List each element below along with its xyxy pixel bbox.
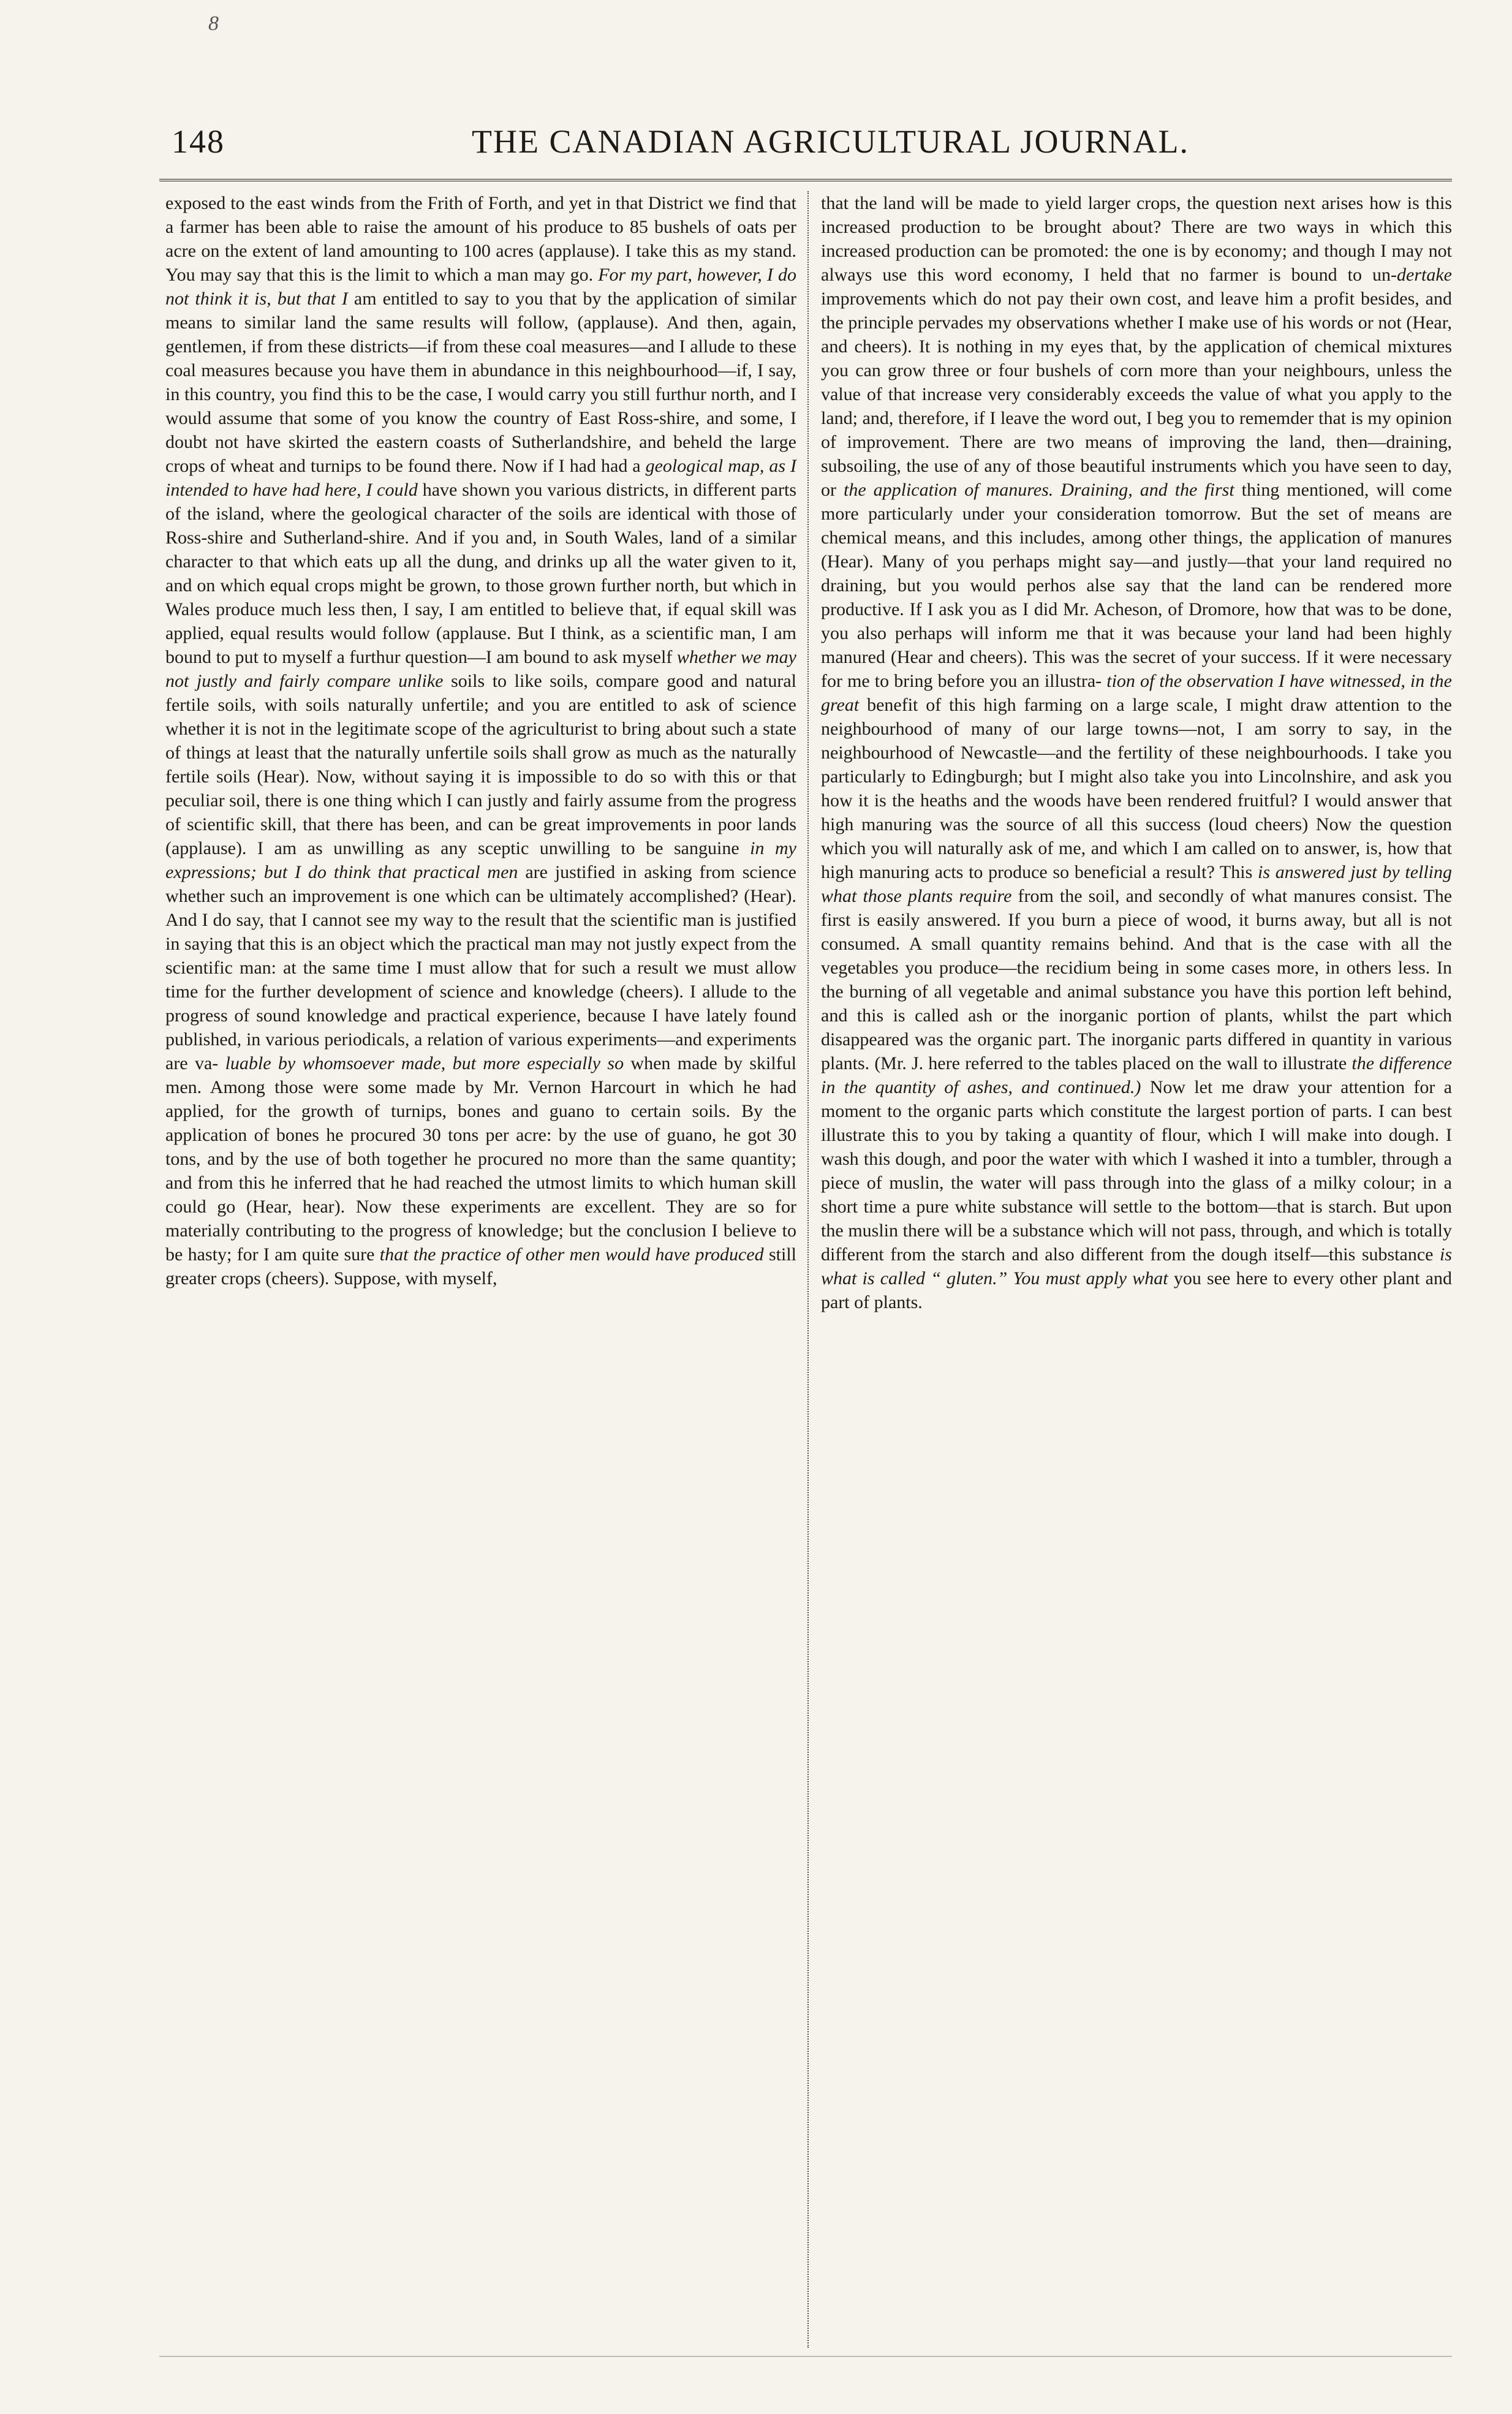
left-italic-2: geological map, as I intended to have had here, I could [165, 456, 797, 500]
left-italic-1: For my part, however, I do not think it is, but that I [165, 265, 797, 309]
bottom-rule [159, 2356, 1452, 2357]
left-text-7: still greater crops (cheers). Suppose, with myself, [165, 1244, 796, 1288]
right-italic-5: the difference in the quantity of ashes, and continued.) [821, 1053, 1452, 1097]
right-italic-1: dertake [1397, 265, 1452, 285]
left-text-3: have shown you various districts, in different parts of the island, where the geological character of the soils are identical with those of Ross-shire and Sutherland-shire. And if you and, in South Wales, land of a similar character to that which eats up all the dung, and drinks up all the water given to it, and on which equal crops might be grown, to those grown further north, but which in Wales produce much less then, I say, I am entitled to believe that, if equal skill was applied, equal results would follow (applause. But I think, as a scientific man, I am bound to put to myself a furthur question—I am bound to ask myself [165, 480, 796, 667]
column-divider [807, 191, 809, 2348]
top-mark: 8 [208, 12, 219, 35]
right-column [821, 191, 1452, 2348]
right-text-3: thing mentioned, will come more particularly under your consideration tomorrow. But the set of means are chemical means, and this includes, among other things, the application of manures (Hear). Many of you perhaps might say—and justly—that your land required no draining, but you would perhos alse say that the land can be rendered more productive. If I ask you as I did Mr. Acheson, of Dromore, how that was to be done, you also perhaps will inform me that it was because your land had been highly manured (Hear and cheers). This was the secret of your success. If it were necessary for me to bring before you an illustra- [821, 480, 1453, 691]
left-italic-6: that the practice of other men would have produced [379, 1244, 764, 1265]
running-title: THE CANADIAN AGRICULTURAL JOURNAL. [472, 123, 1189, 160]
left-text-1: exposed to the east winds from the Frith of Forth, and yet in that District we find that a farmer has been able to raise the amount of his produce to 85 bushels of oats per acre on the extent of land amounting to 100 acres (applause). I take this as my stand. You may say that this is the limit to which a man may go. [165, 193, 796, 285]
right-text-2: improvements which do not pay their own cost, and leave him a profit besides, and the principle pervades my observations whether I make use of his words or not (Hear, and cheers). It is nothing in my eyes that, by the application of chemical mixtures you can grow three or four bushels of corn more than your neighbours, unless the value of that increase very considerably exceeds the value of what you apply to the land; and, therefore, if I leave the word out, I beg you to rememder that is my opinion of improvement. There are two means of improving the land, then—draining, subsoiling, the use of any of those beautiful instruments which you have seen to day, or [821, 289, 1452, 500]
left-paragraph [165, 191, 796, 1290]
left-text-5: are justified in asking from science whether such an improvement is one which can be ultimately accomplished? (Hear). And I do say, that I cannot see my way to the result that the scientific man is justified in saying that this is an object which the practical man may not justly expect from the scientific man: at the same time I must allow that for such a result we must allow time for the further development of science and knowledge (cheers). I allude to the progress of sound knowledge and practical experience, because I have lately found published, in various periodicals, a relation of various experiments—and experiments are va- [165, 862, 796, 1073]
page-number: 148 [172, 123, 225, 160]
header-rule [159, 179, 1452, 181]
right-text-5: from the soil, and secondly of what manures consist. The first is easily answered. If you burn a piece of wood, it burns away, but all is not consumed. A small quantity remains behind. And that is the case with all the vegetables you produce—the recidium being in some cases more, in others less. In the burning of all vegetable and animal substance you have this portion left behind, and this is called ash or the inorganic portion of plants, whilst the part which disappeared was the organic part. The inorganic parts differed in quantity in various plants. (Mr. J. here referred to the tables placed on the wall to illustrate [821, 886, 1453, 1073]
right-text-4: benefit of this high farming on a large scale, I might draw attention to the neighbourhood of many of our large towns—not, I am sorry to say, in the neighbourhood of Newcastle—and the fertility of these neighbourhoods. I take you particularly to Edingburgh; but I might also take you into Lincolnshire, and ask you how it is the heaths and the woods have been rendered fruitful? I would answer that high manuring was the source of all this success (loud cheers) Now the question which you will naturally ask of me, and which I am called on to answer, is, how that high manuring acts to produce so beneficial a result? This [821, 695, 1452, 882]
left-text-6: when made by skilful men. Among those were some made by Mr. Vernon Harcourt in which he had applied, for the growth of turnips, bones and guano to certain soils. By the application of bones he procured 30 tons per acre: by the use of guano, he got 30 tons, and by the use of both together he procured no more than the same quantity; and from this he inferred that he had reached the utmost limits to which human skill could go (Hear, hear). Now these experiments are excellent. They are so for materially contributing to the progress of knowledge; but the conclusion I believe to be hasty; for I am quite sure [165, 1053, 796, 1265]
right-italic-4: is answered just by telling what those plants require [821, 862, 1453, 906]
left-text-4: soils to like soils, compare good and natural fertile soils, with soils naturally unfertile; and you are entitled to ask of science whether it is not in the legitimate scope of the agriculturist to bring about such a state of things at least that the naturally unfertile soils shall grow as much as the naturally fertile soils (Hear). Now, without saying it is impossible to do so with this or that peculiar soil, there is one thing which I can justly and fairly assume from the progress of scientific skill, that there has been, and can be great improvements in poor lands (applause). I am as unwilling as any sceptic unwilling to be sanguine [165, 671, 797, 858]
left-column [165, 191, 796, 2348]
page-header [172, 123, 1336, 159]
left-italic-4: in my expressions; but I do think that practical men [165, 838, 796, 882]
right-paragraph [821, 191, 1452, 1314]
right-text-1: that the land will be made to yield larger crops, the question next arises how is this increased production to be brought about? There are two ways in which this increased production can be promoted: the one is by economy; and though I may not always use this word economy, I held that no farmer is bound to un- [821, 193, 1452, 285]
right-text-6: Now let me draw your attention for a moment to the organic parts which constitute the largest portion of parts. I can best illustrate this to you by taking a quantity of flour, which I will make into dough. I wash this dough, and poor the water with which I washed it into a tumbler, through a piece of muslin, the water will pass through into the glass of a milky colour; in a short time a pure white substance will settle to the bottom—that is starch. But upon the muslin there will be a substance which will not pass, through, and which is totally different from the starch and also different from the dough itself—this substance [821, 1077, 1453, 1265]
right-italic-2: the application of manures. Draining, and the first [843, 480, 1234, 500]
left-text-2: am entitled to say to you that by the application of similar means to similar land the same results will follow, (applause). And then, again, gentlemen, if from these districts—if from these coal measures—and I allude to these coal measures because you have them in abundance in this neighbourhood—if, I say, in this country, you find this to be the case, I would carry you still furthur north, and I would assume that some of you know the country of East Ross-shire, and some, I doubt not have skirted the eastern coasts of Sutherlandshire, and beheld the large crops of wheat and turnips to be found there. Now if I had had a [165, 289, 797, 476]
left-italic-5: luable by whomsoever made, but more especially so [225, 1053, 624, 1073]
left-italic-3: whether we may not justly and fairly compare unlike [165, 647, 796, 691]
right-italic-6: is what is called “ gluten.” You must apply what [821, 1244, 1452, 1288]
right-text-7: you see here to every other plant and part of plants. [821, 1268, 1453, 1312]
right-italic-3: tion of the observation I have witnessed, in the great [821, 671, 1453, 715]
